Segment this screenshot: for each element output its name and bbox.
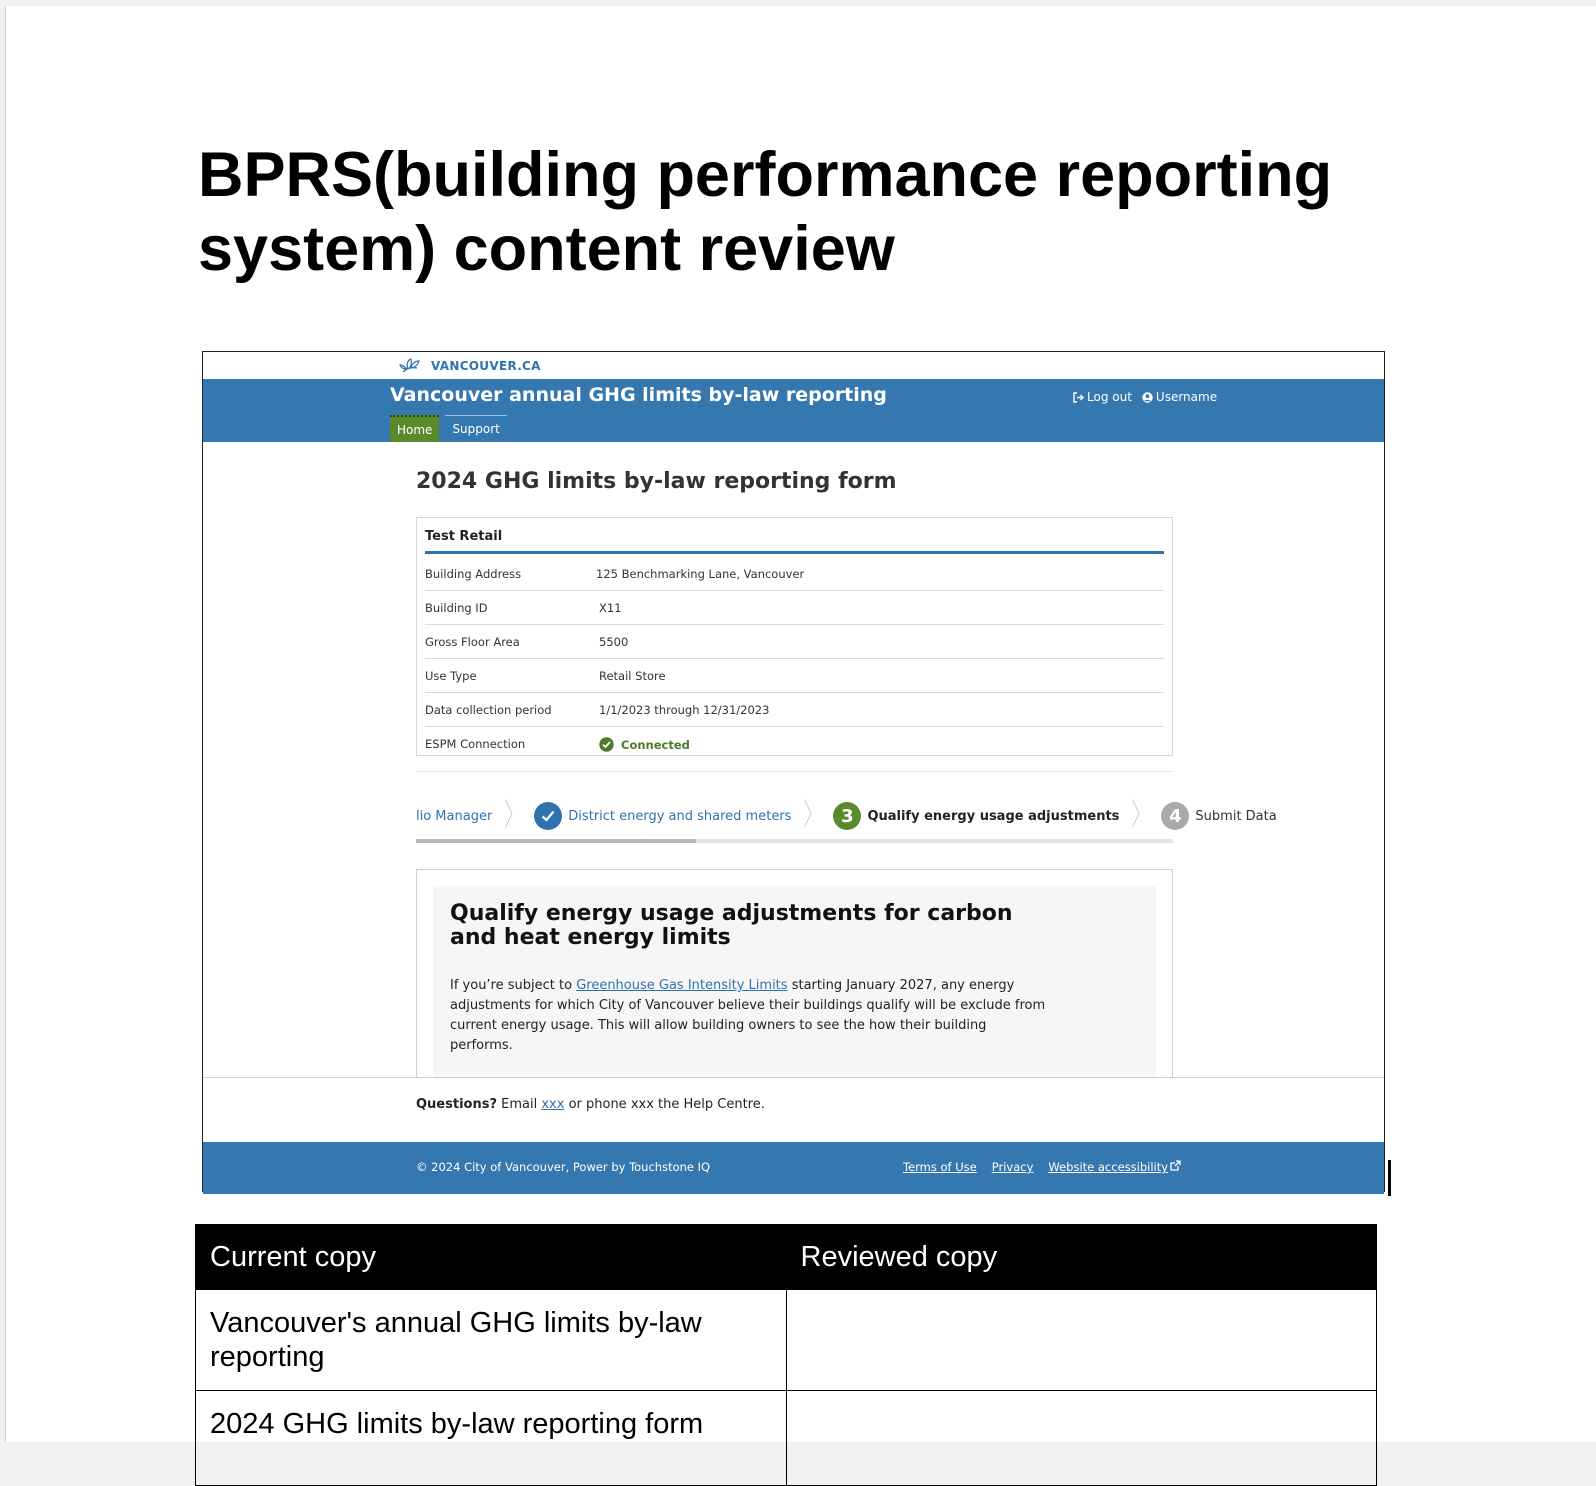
info-row-floor-area bbox=[425, 625, 1164, 659]
info-label: Data collection period bbox=[425, 703, 552, 717]
terms-of-use-link[interactable]: Terms of Use bbox=[903, 1160, 977, 1174]
info-row-collection-period bbox=[425, 693, 1164, 727]
check-circle-icon bbox=[599, 737, 614, 752]
step-label: Qualify energy usage adjustments bbox=[867, 808, 1120, 824]
info-value: Retail Store bbox=[599, 669, 666, 683]
help-text-part: Email bbox=[497, 1097, 542, 1112]
nav-support[interactable]: Support bbox=[445, 415, 506, 442]
connected-label: Connected bbox=[621, 737, 690, 752]
step-number-4: 4 bbox=[1161, 802, 1189, 830]
info-value: 1/1/2023 through 12/31/2023 bbox=[599, 703, 770, 717]
copyright-text: © 2024 City of Vancouver, Power by Touchstone IQ bbox=[416, 1160, 711, 1174]
description-text: If you’re subject to bbox=[450, 978, 577, 993]
info-label: Use Type bbox=[425, 669, 477, 683]
copy-review-table bbox=[195, 1224, 1377, 1486]
chevron-right-icon: 〉 bbox=[1132, 798, 1149, 833]
section-title: Qualify energy usage adjustments for carbon and heat energy limits bbox=[450, 901, 1013, 950]
current-copy-cell[interactable]: Vancouver's annual GHG limits by-law reporting bbox=[196, 1290, 787, 1391]
connection-status bbox=[599, 737, 690, 752]
info-row-espm-connection bbox=[425, 727, 1164, 761]
header-current-copy: Current copy bbox=[196, 1225, 787, 1290]
user-circle-icon bbox=[1142, 392, 1153, 403]
footer-bar bbox=[203, 1142, 1384, 1194]
step-submit-data[interactable] bbox=[1161, 802, 1276, 830]
privacy-link[interactable]: Privacy bbox=[991, 1160, 1034, 1174]
step-district-energy[interactable] bbox=[534, 802, 791, 830]
chevron-right-icon: 〉 bbox=[505, 798, 522, 833]
qualify-section-card bbox=[416, 869, 1173, 1099]
info-row-address bbox=[425, 557, 1164, 591]
info-row-use-type bbox=[425, 659, 1164, 693]
logout-link[interactable] bbox=[1073, 390, 1132, 404]
step-portfolio-manager[interactable] bbox=[416, 809, 492, 824]
logo-text: VANCOUVER.CA bbox=[431, 359, 541, 373]
main-nav bbox=[390, 415, 507, 442]
table-row bbox=[196, 1290, 1377, 1391]
step-qualify-adjustments[interactable] bbox=[833, 802, 1119, 830]
building-name: Test Retail bbox=[425, 524, 1164, 554]
username-link[interactable] bbox=[1142, 390, 1217, 404]
info-label: ESPM Connection bbox=[425, 737, 526, 751]
page-footer bbox=[203, 1077, 1384, 1193]
progress-stepper bbox=[416, 798, 1277, 834]
footer-links bbox=[903, 1160, 1181, 1174]
step-number-3: 3 bbox=[833, 802, 861, 830]
info-value: 125 Benchmarking Lane, Vancouver bbox=[596, 567, 805, 581]
step-label: lio Manager bbox=[416, 808, 493, 824]
reviewed-copy-cell[interactable] bbox=[786, 1290, 1377, 1391]
questions-label: Questions? bbox=[416, 1097, 497, 1112]
ghg-intensity-limits-link[interactable]: Greenhouse Gas Intensity Limits bbox=[576, 978, 788, 993]
form-title: 2024 GHG limits by-law reporting form bbox=[416, 469, 897, 494]
info-label: Gross Floor Area bbox=[425, 635, 520, 649]
user-links bbox=[1073, 390, 1217, 404]
reviewed-copy-cell[interactable] bbox=[786, 1391, 1377, 1486]
accessibility-link[interactable] bbox=[1048, 1160, 1181, 1174]
check-icon bbox=[534, 802, 562, 830]
text-cursor bbox=[1388, 1160, 1391, 1196]
current-copy-cell[interactable]: 2024 GHG limits by-law reporting form bbox=[196, 1391, 787, 1486]
username-label: Username bbox=[1155, 390, 1218, 404]
help-text bbox=[416, 1097, 765, 1112]
vancouver-logo[interactable] bbox=[399, 357, 541, 375]
table-header-row bbox=[196, 1225, 1377, 1290]
embedded-screenshot bbox=[202, 351, 1385, 1192]
building-info-card bbox=[416, 517, 1173, 756]
info-label: Building Address bbox=[425, 567, 522, 581]
info-value: 5500 bbox=[599, 635, 629, 649]
external-link-icon bbox=[1170, 1160, 1181, 1171]
site-header bbox=[203, 352, 1384, 379]
info-row-building-id bbox=[425, 591, 1164, 625]
document-title: BPRS(building performance reporting system) content review bbox=[198, 140, 1333, 284]
table-row bbox=[196, 1391, 1377, 1486]
info-value: X11 bbox=[599, 601, 622, 615]
help-text-part: or phone xxx the Help Centre. bbox=[564, 1097, 765, 1112]
qualify-section-body bbox=[433, 886, 1156, 1106]
step-label: Submit Data bbox=[1195, 808, 1277, 824]
stepper-scroll-thumb[interactable] bbox=[416, 839, 696, 843]
flower-logo-icon bbox=[399, 357, 425, 375]
step-label: District energy and shared meters bbox=[568, 808, 792, 824]
logout-icon bbox=[1073, 392, 1084, 403]
app-header-bar bbox=[203, 379, 1384, 442]
logout-label: Log out bbox=[1087, 390, 1132, 404]
section-description bbox=[450, 976, 1050, 1056]
info-label: Building ID bbox=[425, 601, 488, 615]
divider bbox=[416, 771, 1173, 772]
header-reviewed-copy: Reviewed copy bbox=[786, 1225, 1377, 1290]
accessibility-label: Website accessibility bbox=[1048, 1160, 1169, 1174]
stepper-scrollbar[interactable] bbox=[416, 839, 1173, 843]
document-page bbox=[5, 6, 1596, 1442]
email-link[interactable]: xxx bbox=[541, 1097, 565, 1112]
chevron-right-icon: 〉 bbox=[804, 798, 821, 833]
nav-home[interactable]: Home bbox=[390, 415, 439, 442]
description-text: starting January 2027, any energy adjustments for which City of Vancouver believe their buildings qualify will be exclude from current energy usage. This will allow building owners to see the how their building performs. bbox=[450, 978, 1046, 1053]
app-title: Vancouver annual GHG limits by-law reporting bbox=[390, 384, 887, 406]
